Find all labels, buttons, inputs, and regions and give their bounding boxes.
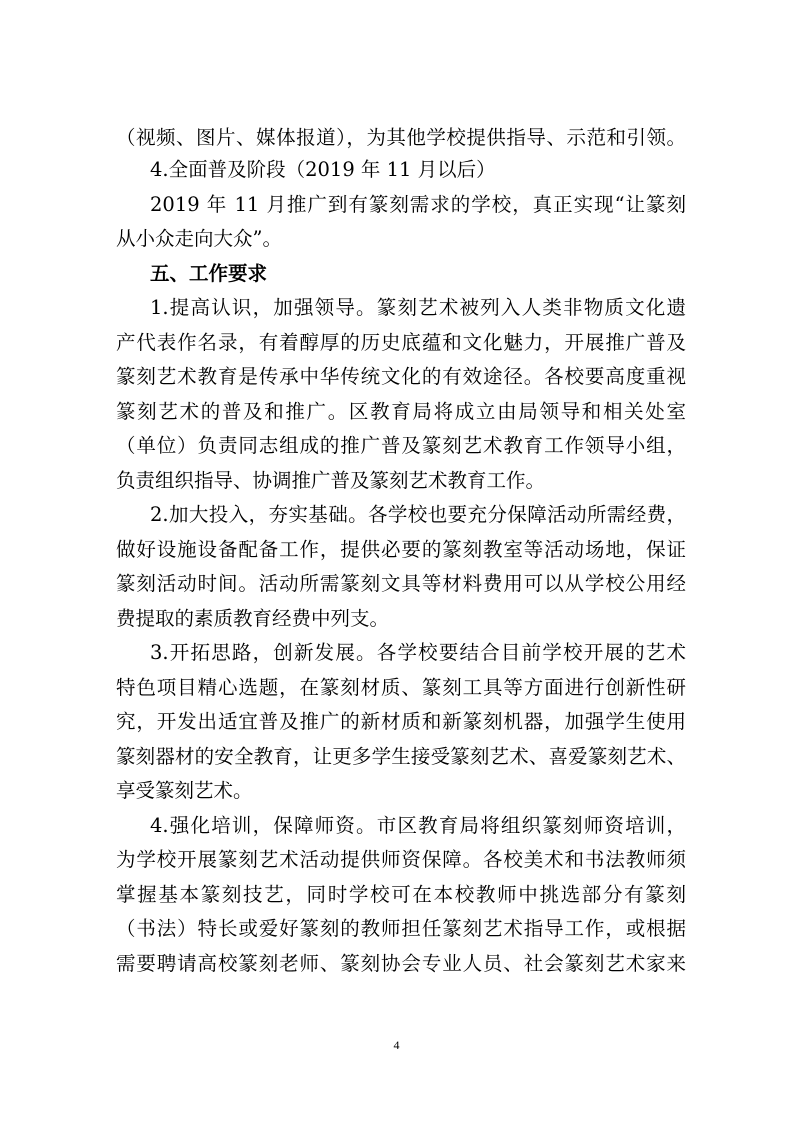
text-line: 2.加大投入，夯实基础。各学校也要充分保障活动所需经费， — [150, 503, 686, 526]
text-line: 究，开发出适宜普及推广的新材质和新篆刻机器，加强学生使用 — [116, 710, 686, 733]
text-line: 负责组织指导、协调推广普及篆刻艺术教育工作。 — [116, 469, 546, 492]
text-line: 享受篆刻艺术。 — [116, 779, 253, 802]
text-line: 掌握基本篆刻技艺，同时学校可在本校教师中挑选部分有篆刻 — [116, 883, 686, 906]
text-line: 从小众走向大众”。 — [116, 227, 282, 250]
text-line: 篆刻艺术教育是传承中华传统文化的有效途径。各校要高度重视 — [116, 365, 686, 388]
text-line: 2019 年 11 月推广到有篆刻需求的学校，真正实现“让篆刻 — [150, 193, 686, 216]
text-line: 4.强化培训，保障师资。市区教育局将组织篆刻师资培训， — [150, 814, 686, 837]
text-line: （书法）特长或爱好篆刻的教师担任篆刻艺术指导工作，或根据 — [116, 917, 686, 940]
text-line: 需要聘请高校篆刻老师、篆刻协会专业人员、社会篆刻艺术家来 — [116, 952, 686, 975]
text-line: （单位）负责同志组成的推广普及篆刻艺术教育工作领导小组， — [116, 434, 686, 457]
page-number: 4 — [393, 1038, 400, 1052]
text-line: 特色项目精心选题，在篆刻材质、篆刻工具等方面进行创新性研 — [116, 676, 686, 699]
text-line: 做好设施设备配备工作，提供必要的篆刻教室等活动场地，保证 — [116, 538, 686, 561]
text-line: 为学校开展篆刻艺术活动提供师资保障。各校美术和书法教师须 — [116, 848, 686, 871]
text-line: （视频、图片、媒体报道），为其他学校提供指导、示范和引领。 — [116, 126, 686, 149]
section-heading: 五、工作要求 — [150, 262, 268, 285]
text-line: 1.提高认识，加强领导。篆刻艺术被列入人类非物质文化遗 — [150, 296, 686, 319]
text-line: 篆刻活动时间。活动所需篆刻文具等材料费用可以从学校公用经 — [116, 572, 686, 595]
text-line: 产代表作名录，有着醇厚的历史底蕴和文化魅力，开展推广普及 — [116, 331, 686, 354]
text-line: 费提取的素质教育经费中列支。 — [116, 607, 390, 630]
text-line: 篆刻艺术的普及和推广。区教育局将成立由局领导和相关处室 — [116, 400, 686, 423]
text-line: 篆刻器材的安全教育，让更多学生接受篆刻艺术、喜爱篆刻艺术、 — [116, 745, 686, 768]
text-line: 3.开拓思路，创新发展。各学校要结合目前学校开展的艺术 — [150, 641, 686, 664]
stage-4-heading: 4.全面普及阶段（2019 年 11 月以后） — [150, 158, 496, 181]
